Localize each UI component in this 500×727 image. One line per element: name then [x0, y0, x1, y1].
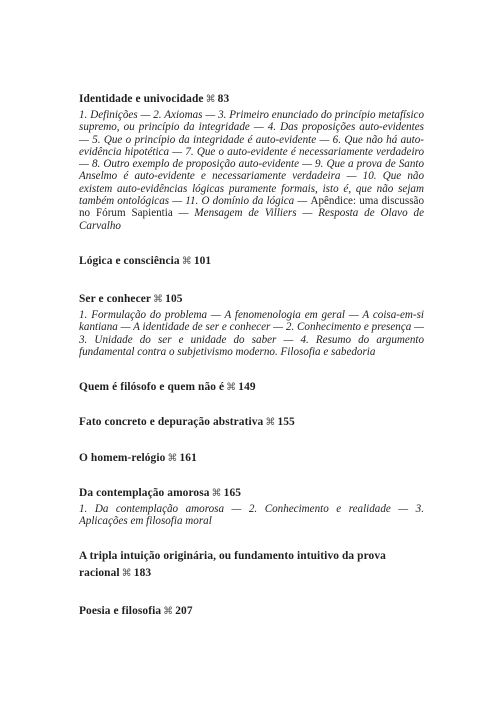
toc-entry-description: [79, 503, 424, 528]
toc-entry: [79, 292, 424, 358]
toc-heading: [79, 292, 424, 307]
ornament-separator-icon: ⌘: [121, 567, 132, 579]
toc-entry: [79, 451, 424, 466]
ornament-separator-icon: ⌘: [226, 382, 237, 394]
ornament-separator-icon: ⌘: [211, 488, 222, 500]
toc-page-number: 161: [179, 452, 197, 465]
toc-entry-title: Fato concreto e depuração abstrativa: [79, 416, 264, 429]
toc-heading: [79, 92, 424, 107]
toc-heading: [79, 254, 424, 269]
toc-entry: [79, 380, 424, 395]
toc-entry-description: [79, 309, 424, 358]
toc-entry-title: Identidade e univocidade: [79, 93, 204, 105]
toc-desc-part: 1. Definições — 2. Axiomas — 3. Primeiro enunciado do princípio metafísico supremo, ou princípio da integridade — 4. Das proposições auto-evidentes — 5. Que o princípio da integridade é auto-evidente — 6. Que não há auto-evidência hipotética — 7. Que o auto-evidente é necessariamente verdadeiro — 8. Outro exemplo de proposição auto-evidente — 9. Que a prova de Santo Anselmo é auto-evidente e necessariamente verdadeira — 10. Que não existem auto-evidências lógicas puramente formais, isto é, que não sejam também ontológicas — 11. O domínio da lógica —: [79, 109, 424, 208]
toc-entry: [79, 415, 424, 430]
toc-heading: [79, 415, 424, 430]
ornament-separator-icon: ⌘: [205, 94, 216, 105]
ornament-separator-icon: ⌘: [167, 453, 178, 465]
toc-entry-title: A tripla intuição originária, ou fundamento intuitivo da prova racional: [79, 549, 386, 579]
toc-entry-title: Da contemplação amorosa: [79, 487, 210, 500]
toc-entry-title: Lógica e consciência: [79, 254, 180, 267]
toc-page-number: 101: [193, 254, 212, 267]
toc-entry-title: Poesia e filosofia: [79, 604, 162, 617]
toc-heading: [79, 604, 424, 619]
toc-heading: [79, 451, 424, 466]
toc-page-number: 83: [217, 93, 230, 105]
toc-entry: [79, 548, 424, 582]
ornament-separator-icon: ⌘: [181, 255, 192, 267]
toc-page-number: 183: [133, 566, 152, 579]
toc-desc-part: Apêndice: uma discussão no Fórum Sapientia: [79, 195, 424, 220]
toc-page-number: 165: [223, 487, 242, 500]
toc-entry-description: [79, 109, 424, 232]
toc-heading: [79, 548, 424, 582]
toc-page-number: 105: [165, 292, 183, 305]
toc-entry-title: Quem é filósofo e quem não é: [79, 381, 225, 394]
ornament-separator-icon: ⌘: [163, 605, 174, 617]
toc-desc-part: 1. Da contemplação amorosa — 2. Conhecimento e realidade — 3. Aplicações em filosofia moral: [79, 503, 424, 528]
toc-desc-part: 1. Formulação do problema — A fenomenologia em geral — A coisa-em-si kantiana — A identidade de ser e conhecer — 2. Conhecimento e presença — 3. Unidade do ser e unidade do saber — 4. Resumo do argumento fundamental contra o subjetivismo moderno. Filosofia e sabedoria: [79, 308, 424, 358]
toc-entry: [79, 92, 424, 232]
ornament-separator-icon: ⌘: [153, 293, 164, 305]
toc-entry: [79, 254, 424, 269]
toc-entry-title: O homem-relógio: [79, 452, 166, 465]
toc-entry-title: Ser e conhecer: [79, 292, 152, 305]
toc-heading: [79, 486, 424, 501]
toc-entry: [79, 604, 424, 619]
ornament-separator-icon: ⌘: [265, 417, 276, 429]
toc-page-number: 149: [238, 381, 256, 394]
toc-desc-part: — Mensagem de Villiers — Resposta de Olavo de Carvalho: [79, 207, 424, 232]
toc-heading: [79, 380, 424, 395]
toc-page-number: 155: [277, 416, 295, 429]
toc-page-number: 207: [175, 604, 193, 617]
toc-entry: [79, 486, 424, 528]
